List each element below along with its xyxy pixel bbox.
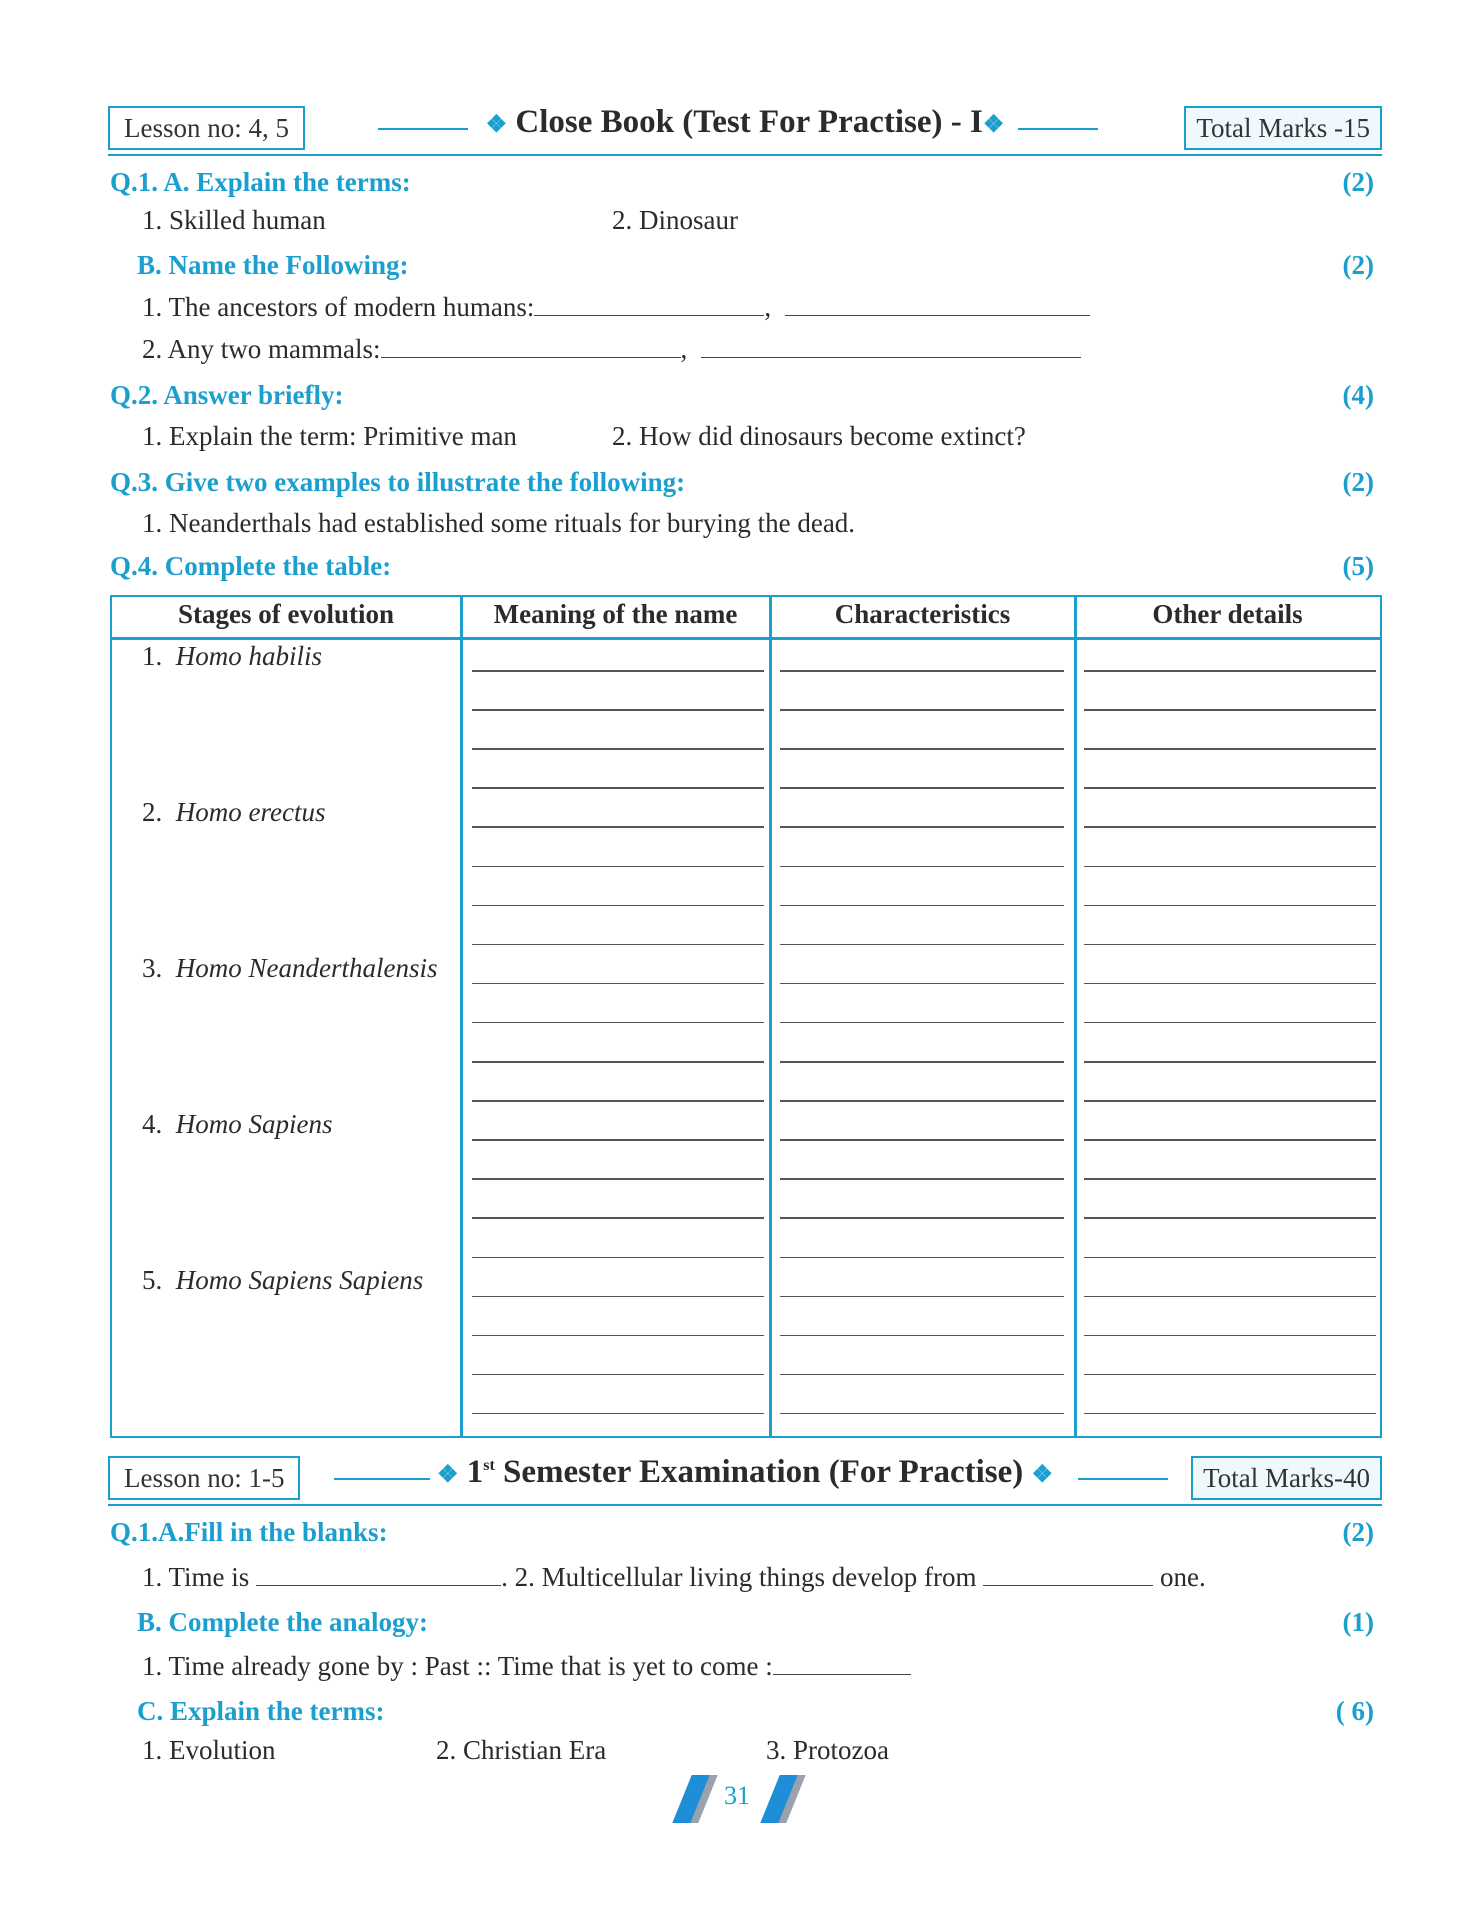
writing-line[interactable]	[1084, 944, 1376, 946]
writing-line[interactable]	[472, 1335, 764, 1337]
writing-line[interactable]	[780, 1296, 1064, 1298]
lesson-number-box: Lesson no: 1-5	[108, 1456, 300, 1500]
writing-line[interactable]	[1084, 1139, 1376, 1141]
writing-line[interactable]	[780, 670, 1064, 672]
test-header	[108, 106, 1382, 156]
question-marks: (2)	[1342, 167, 1374, 197]
fill-item-text: 2. Any two mammals:	[142, 334, 381, 364]
table-divider	[1074, 597, 1077, 1436]
question-marks: (2)	[1342, 250, 1374, 280]
term-item: 3. Protozoa	[766, 1735, 889, 1765]
writing-line[interactable]	[1084, 1022, 1376, 1024]
table-divider	[769, 597, 772, 1436]
question-label: C. Explain the terms:	[137, 1696, 385, 1726]
stage-number: 1.	[142, 641, 163, 671]
exam-title-ordinal: 1	[466, 1454, 484, 1490]
fill-item-text: one.	[1160, 1562, 1206, 1592]
stage-row-label	[142, 1109, 333, 1140]
lesson-number-box: Lesson no: 4, 5	[108, 106, 305, 150]
writing-line[interactable]	[472, 1217, 764, 1219]
writing-line[interactable]	[472, 826, 764, 828]
stage-name: Homo Neanderthalensis	[175, 953, 438, 983]
column-header: Meaning of the name	[493, 599, 738, 629]
writing-line[interactable]	[472, 1061, 764, 1063]
writing-line[interactable]	[1084, 905, 1376, 907]
stage-name: Homo Sapiens	[175, 1109, 333, 1139]
writing-line[interactable]	[472, 1139, 764, 1141]
writing-line[interactable]	[780, 787, 1064, 789]
writing-line[interactable]	[1084, 1257, 1376, 1259]
writing-line[interactable]	[472, 1100, 764, 1102]
exam-title-superscript: st	[483, 1457, 495, 1474]
writing-line[interactable]	[780, 1178, 1064, 1180]
question-label: Q.4. Complete the table:	[110, 551, 392, 581]
stage-number: 4.	[142, 1109, 163, 1139]
stage-row-label	[142, 641, 322, 672]
writing-line[interactable]	[780, 748, 1064, 750]
writing-line[interactable]	[472, 866, 764, 868]
question-label: Q.1. A. Explain the terms:	[110, 167, 411, 197]
writing-line[interactable]	[780, 1257, 1064, 1259]
answer-blank[interactable]	[983, 1584, 1153, 1586]
answer-blank[interactable]	[381, 356, 681, 358]
term-item: 2. Dinosaur	[612, 205, 738, 235]
writing-line[interactable]	[780, 866, 1064, 868]
writing-line[interactable]	[780, 983, 1064, 985]
writing-line[interactable]	[1084, 1374, 1376, 1376]
writing-line[interactable]	[1084, 1335, 1376, 1337]
diamond-icon: ❖	[982, 111, 1005, 138]
question-label: Q.2. Answer briefly:	[110, 380, 344, 410]
term-item: 2. Christian Era	[436, 1735, 607, 1765]
diamond-icon: ❖	[485, 111, 508, 138]
header-dash-right	[1018, 128, 1098, 130]
fill-item	[142, 1562, 1206, 1593]
question-label: Q.1.A.Fill in the blanks:	[110, 1517, 388, 1547]
term-item: 1. Skilled human	[142, 205, 326, 235]
question-item: 1. Neanderthals had established some rituals for burying the dead.	[142, 508, 856, 538]
writing-line[interactable]	[1084, 748, 1376, 750]
stage-number: 2.	[142, 797, 163, 827]
header-rule	[108, 154, 1382, 156]
answer-blank[interactable]	[773, 1673, 911, 1675]
writing-line[interactable]	[780, 1374, 1064, 1376]
writing-line[interactable]	[780, 905, 1064, 907]
exam-title-text: Semester Examination (For Practise)	[494, 1454, 1024, 1490]
writing-line[interactable]	[780, 1413, 1064, 1415]
writing-line[interactable]	[1084, 1296, 1376, 1298]
question-marks: (4)	[1342, 380, 1374, 410]
column-header: Stages of evolution	[178, 599, 394, 629]
writing-line[interactable]	[472, 1413, 764, 1415]
writing-line[interactable]	[472, 670, 764, 672]
exam-header	[108, 1456, 1382, 1506]
writing-line[interactable]	[1084, 1217, 1376, 1219]
writing-line[interactable]	[1084, 1061, 1376, 1063]
answer-blank[interactable]	[534, 314, 764, 316]
diamond-icon: ❖	[1031, 1461, 1054, 1488]
question-marks: (1)	[1342, 1607, 1374, 1637]
writing-line[interactable]	[1084, 670, 1376, 672]
test-title-text: Close Book (Test For Practise) - I	[515, 104, 983, 140]
diamond-icon: ❖	[436, 1461, 459, 1488]
writing-line[interactable]	[472, 905, 764, 907]
stage-row-label	[142, 1265, 423, 1296]
writing-line[interactable]	[1084, 1100, 1376, 1102]
fill-item-text: 1. The ancestors of modern humans:	[142, 292, 535, 322]
writing-line[interactable]	[472, 1257, 764, 1259]
writing-line[interactable]	[780, 1061, 1064, 1063]
question-item: 1. Explain the term: Primitive man	[142, 421, 517, 451]
stage-name: Homo erectus	[175, 797, 326, 827]
writing-line[interactable]	[472, 1178, 764, 1180]
writing-line[interactable]	[472, 709, 764, 711]
writing-line[interactable]	[472, 787, 764, 789]
writing-line[interactable]	[780, 1139, 1064, 1141]
writing-line[interactable]	[1084, 866, 1376, 868]
fill-item-text: 1. Time is	[142, 1562, 250, 1592]
writing-line[interactable]	[780, 709, 1064, 711]
question-item: 2. How did dinosaurs become extinct?	[612, 421, 1026, 451]
question-marks: ( 6)	[1335, 1696, 1374, 1726]
writing-line[interactable]	[472, 983, 764, 985]
writing-line[interactable]	[1084, 983, 1376, 985]
stage-name: Homo Sapiens Sapiens	[175, 1265, 424, 1295]
stage-number: 3.	[142, 953, 163, 983]
table-header-rule	[112, 637, 1380, 640]
writing-line[interactable]	[1084, 709, 1376, 711]
table-divider	[460, 597, 463, 1436]
writing-line[interactable]	[1084, 787, 1376, 789]
writing-line[interactable]	[472, 1022, 764, 1024]
total-marks-box: Total Marks -15	[1184, 106, 1382, 150]
column-header: Characteristics	[834, 599, 1011, 629]
question-marks: (2)	[1342, 1517, 1374, 1547]
writing-line[interactable]	[472, 944, 764, 946]
writing-line[interactable]	[780, 1335, 1064, 1337]
stage-name: Homo habilis	[175, 641, 323, 671]
page-number-badge	[674, 1775, 814, 1825]
question-marks: (2)	[1342, 467, 1374, 497]
answer-blank[interactable]	[785, 314, 1090, 316]
writing-line[interactable]	[780, 826, 1064, 828]
fill-item-text: 1. Time already gone by : Past :: Time that is yet to come :	[142, 1651, 773, 1681]
total-marks-box: Total Marks-40	[1191, 1456, 1382, 1500]
stage-row-label	[142, 797, 325, 828]
question-marks: (5)	[1342, 551, 1374, 581]
writing-line[interactable]	[1084, 1178, 1376, 1180]
writing-line[interactable]	[780, 1022, 1064, 1024]
writing-line[interactable]	[780, 1217, 1064, 1219]
page-number: 31	[724, 1781, 750, 1810]
writing-line[interactable]	[1084, 1413, 1376, 1415]
writing-line[interactable]	[472, 1296, 764, 1298]
question-label: Q.3. Give two examples to illustrate the following:	[110, 467, 686, 497]
fill-item-text: . 2. Multicellular living things develop from	[501, 1562, 977, 1592]
column-header: Other details	[1152, 599, 1303, 629]
fill-item: 1. The ancestors of modern humans: ,	[142, 292, 1090, 323]
writing-line[interactable]	[472, 1374, 764, 1376]
stage-number: 5.	[142, 1265, 163, 1295]
writing-line[interactable]	[780, 944, 1064, 946]
stage-row-label	[142, 953, 437, 984]
header-dash-right	[1078, 1478, 1168, 1480]
question-label: B. Name the Following:	[137, 250, 409, 280]
question-label: B. Complete the analogy:	[137, 1607, 428, 1637]
evolution-table	[110, 595, 1382, 1438]
header-rule	[108, 1504, 1382, 1506]
answer-blank[interactable]	[256, 1584, 501, 1586]
writing-line[interactable]	[472, 748, 764, 750]
fill-item	[142, 1651, 911, 1682]
writing-line[interactable]	[1084, 826, 1376, 828]
term-item: 1. Evolution	[142, 1735, 276, 1765]
answer-blank[interactable]	[701, 356, 1081, 358]
fill-item: 2. Any two mammals: ,	[142, 334, 1081, 365]
writing-line[interactable]	[780, 1100, 1064, 1102]
